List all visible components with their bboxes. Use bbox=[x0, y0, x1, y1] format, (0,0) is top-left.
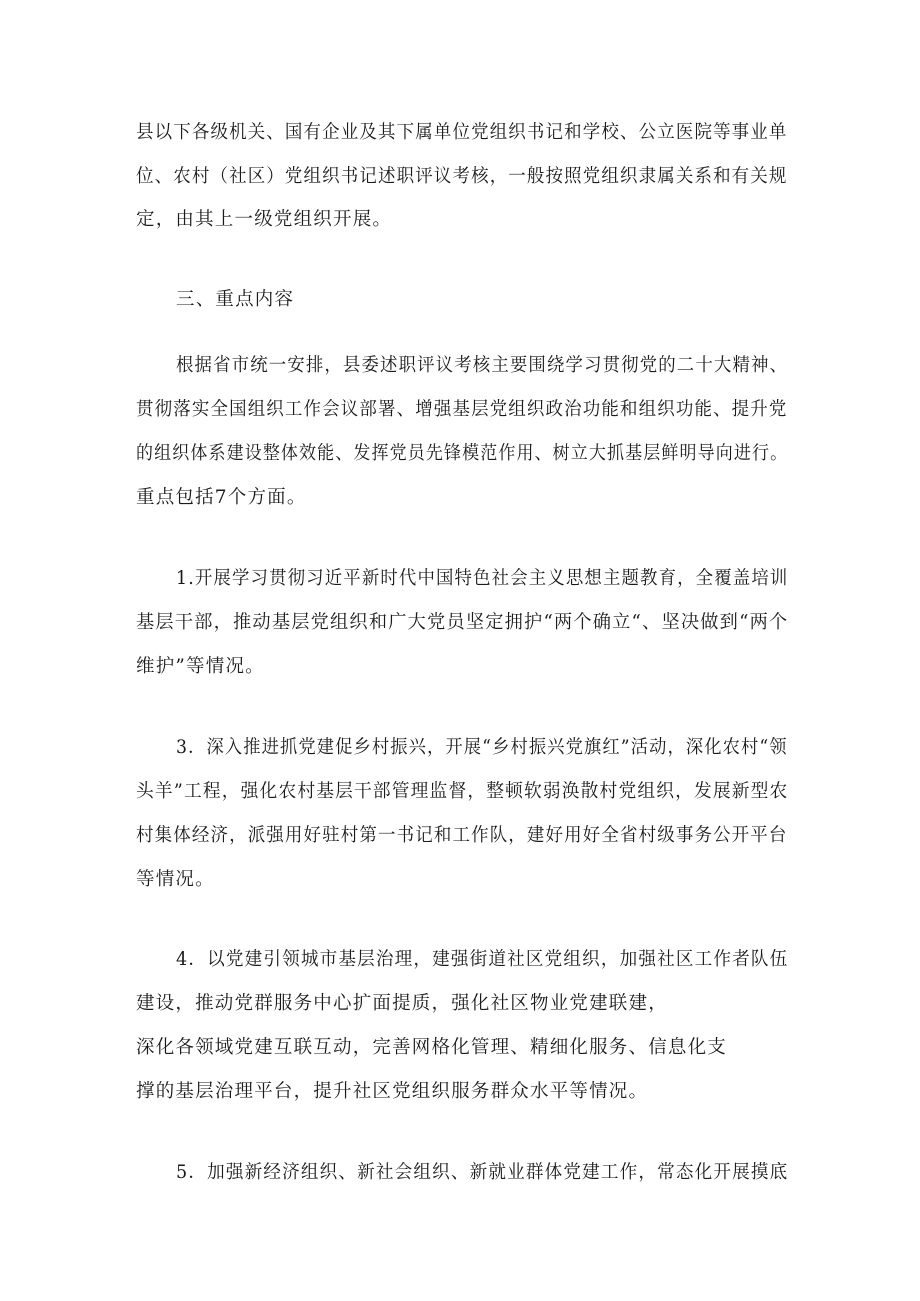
item-1-line-2: 基层干部，推动基层党组织和广大党员坚定拥护“两个确立“、坚决做到“两个 bbox=[136, 612, 789, 633]
summary-line-4: 重点包括7个方面。 bbox=[136, 487, 307, 508]
summary-line-3: 的组织体系建设整体效能、发挥党员先锋模范作用、树立大抓基层鲜明导向进行。 bbox=[136, 443, 789, 464]
summary-line-2: 贯彻落实全国组织工作会议部署、增强基层党组织政治功能和组织功能、提升党 bbox=[136, 399, 788, 420]
intro-line-2: 位、农村（社区）党组织书记述职评议考核，一般按照党组织隶属关系和有关规 bbox=[136, 166, 788, 187]
item-4-line-1: 4．以党建引领城市基层治理，建强街道社区党组织，加强社区工作者队伍 bbox=[176, 949, 789, 970]
item-3-line-1: 3．深入推进抓党建促乡村振兴，开展“乡村振兴党旗红”活动，深化农村“领 bbox=[176, 737, 788, 758]
section-heading: 三、重点内容 bbox=[176, 289, 295, 310]
item-4-line-2: 建设，推动党群服务中心扩面提质，强化社区物业党建联建， bbox=[136, 993, 668, 1014]
intro-line-1: 县以下各级机关、国有企业及其下属单位党组织书记和学校、公立医院等事业单 bbox=[136, 122, 788, 143]
summary-line-1: 根据省市统一安排，县委述职评议考核主要围绕学习贯彻党的二十大精神、 bbox=[176, 355, 789, 376]
item-1-line-3: 维护”等情况。 bbox=[136, 656, 265, 677]
intro-line-3: 定，由其上一级党组织开展。 bbox=[136, 209, 393, 230]
item-3-line-2: 头羊”工程，强化农村基层干部管理监督，整顿软弱涣散村党组织，发展新型农 bbox=[136, 781, 789, 802]
item-3-line-3: 村集体经济，派强用好驻村第一书记和工作队，建好用好全省村级事务公开平台 bbox=[136, 825, 788, 846]
item-4-line-4: 撑的基层治理平台，提升社区党组织服务群众水平等情况。 bbox=[136, 1081, 649, 1102]
item-1-line-1: 1.开展学习贯彻习近平新时代中国特色社会主义思想主题教育，全覆盖培训 bbox=[176, 568, 789, 589]
item-5-line-1: 5．加强新经济组织、新社会组织、新就业群体党建工作，常态化开展摸底 bbox=[176, 1162, 789, 1183]
item-4-line-3: 深化各领域党建互联互动，完善网格化管理、精细化服务、信息化支 bbox=[136, 1037, 728, 1058]
item-3-line-4: 等情况。 bbox=[136, 869, 215, 890]
